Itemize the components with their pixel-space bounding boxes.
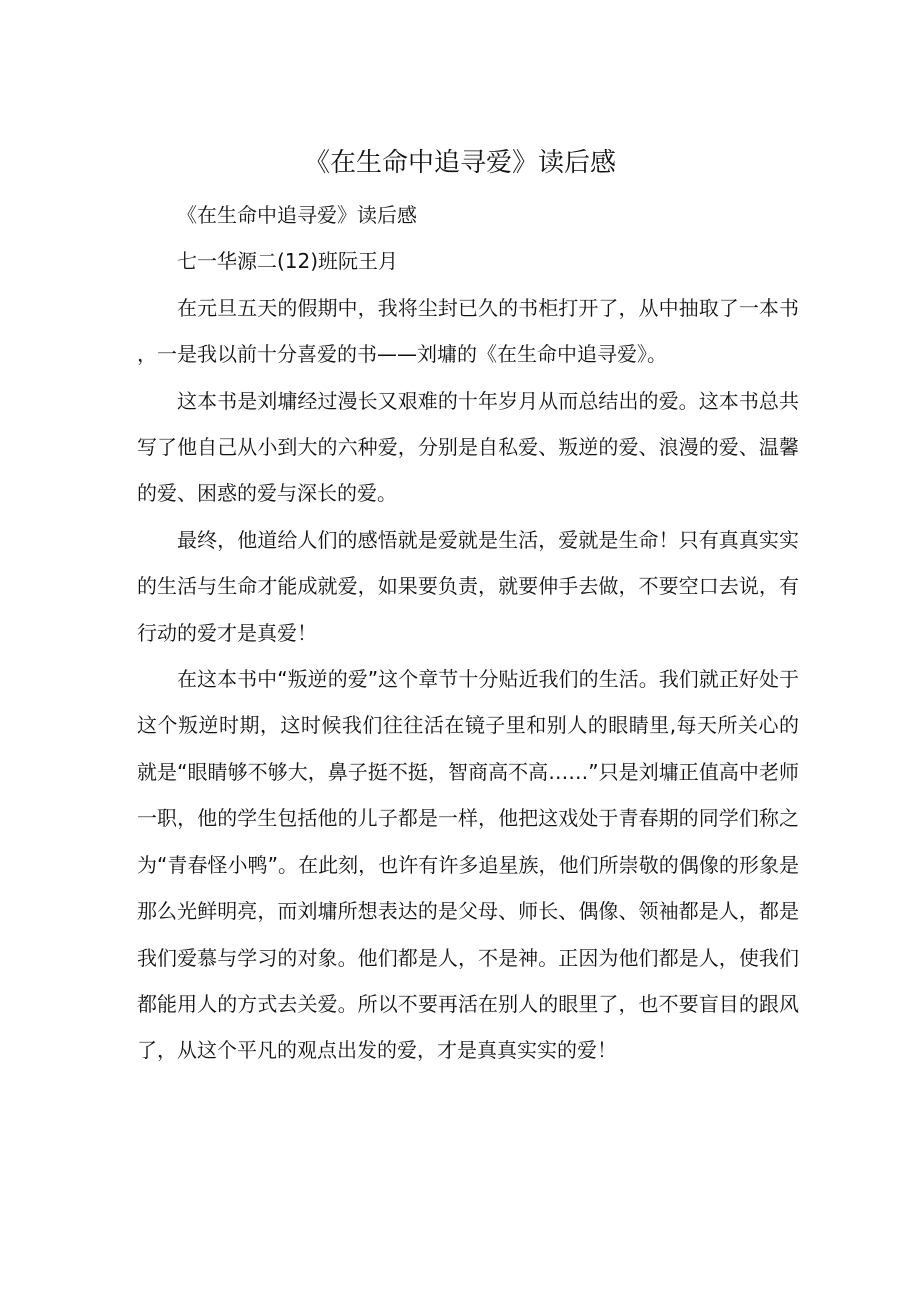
body-paragraph: 这本书是刘墉经过漫长又艰难的十年岁月从而总结出的爱。这本书总共写了他自己从小到大的六种爱，分别是自私爱、叛逆的爱、浪漫的爱、温馨的爱、困惑的爱与深长的爱。	[137, 388, 799, 506]
subtitle-paragraph: 《在生命中追寻爱》读后感	[177, 203, 417, 227]
document-body	[137, 192, 799, 1074]
body-paragraph: 在元旦五天的假期中，我将尘封已久的书柜打开了，从中抽取了一本书，一是我以前十分喜爱的书——刘墉的《在生命中追寻爱》。	[137, 295, 799, 367]
document-title: 《在生命中追寻爱》读后感	[303, 148, 616, 178]
body-paragraph: 在这本书中“叛逆的爱”这个章节十分贴近我们的生活。我们就正好处于这个叛逆时期，这时候我们往往活在镜子里和别人的眼睛里,每天所关心的就是“眼睛够不够大，鼻子挺不挺，智商高不高……”只是刘墉正值高中老师一职，他的学生包括他的儿子都是一样，他把这戏处于青春期的同学们称之为“青春怪小鸭”。在此刻，也许有许多追星族，他们所崇敬的偶像的形象是那么光鲜明亮，而刘墉所想表达的是父母、师长、偶像、领袖都是人，都是我们爱慕与学习的对象。他们都是人，不是神。正因为他们都是人，使我们都能用人的方式去关爱。所以不要再活在别人的眼里了，也不要盲目的跟风了，从这个平凡的观点出发的爱，才是真真实实的爱！	[137, 667, 799, 1063]
author-line: 七一华源二(12)班阮王月	[177, 249, 399, 274]
body-paragraph: 最终，他道给人们的感悟就是爱就是生活，爱就是生命！只有真真实实的生活与生命才能成就爱，如果要负责，就要伸手去做，不要空口去说，有行动的爱才是真爱！	[137, 527, 799, 645]
